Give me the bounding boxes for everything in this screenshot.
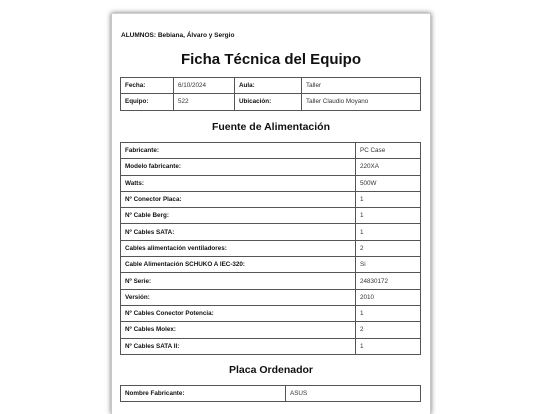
table-row xyxy=(121,78,421,94)
row-value: 1 xyxy=(356,305,421,321)
table-row xyxy=(121,175,421,191)
table-row xyxy=(121,289,421,305)
row-value: 24830172 xyxy=(356,273,421,289)
page-title: Ficha Técnica del Equipo xyxy=(180,51,362,68)
document-page xyxy=(111,13,431,414)
row-label: Nº Conector Placa: xyxy=(121,191,356,207)
row-value: 1 xyxy=(356,338,421,354)
fecha-value: 6/10/2024 xyxy=(174,78,235,94)
table-row xyxy=(121,143,421,159)
equipo-value: 522 xyxy=(174,94,235,110)
info-table xyxy=(120,77,421,111)
row-label: Nombre Fabricante: xyxy=(121,386,286,402)
row-value: 2010 xyxy=(356,289,421,305)
table-row xyxy=(121,94,421,110)
table-row xyxy=(121,208,421,224)
table-row xyxy=(121,257,421,273)
students-line: ALUMNOS: Bebiana, Álvaro y Sergio xyxy=(121,32,235,39)
row-label: Modelo fabricante: xyxy=(121,159,356,175)
ubicacion-label: Ubicación: xyxy=(235,94,302,110)
row-label: Nº Cables Molex: xyxy=(121,322,356,338)
row-value: 220XA xyxy=(356,159,421,175)
row-value: Si xyxy=(356,257,421,273)
row-value: 500W xyxy=(356,175,421,191)
table-row xyxy=(121,322,421,338)
motherboard-section-title: Placa Ordenador xyxy=(228,364,314,376)
row-value: 2 xyxy=(356,240,421,256)
row-label: Fabricante: xyxy=(121,143,356,159)
row-label: Nº Cable Berg: xyxy=(121,208,356,224)
equipo-label: Equipo: xyxy=(121,94,174,110)
row-value: 1 xyxy=(356,191,421,207)
row-label: Nº Serie: xyxy=(121,273,356,289)
psu-section-title: Fuente de Alimentación xyxy=(211,121,331,133)
aula-value: Taller xyxy=(302,78,421,94)
table-row xyxy=(121,240,421,256)
table-row xyxy=(121,224,421,240)
row-value: ASUS xyxy=(286,386,421,402)
table-row xyxy=(121,191,421,207)
table-row xyxy=(121,386,421,402)
table-row xyxy=(121,159,421,175)
table-row xyxy=(121,338,421,354)
row-label: Nº Cables SATA II: xyxy=(121,338,356,354)
motherboard-table xyxy=(120,385,421,402)
row-value: 1 xyxy=(356,224,421,240)
row-value: 1 xyxy=(356,208,421,224)
table-row xyxy=(121,305,421,321)
fecha-label: Fecha: xyxy=(121,78,174,94)
psu-table xyxy=(120,142,421,355)
table-row xyxy=(121,273,421,289)
ubicacion-value: Taller Claudio Moyano xyxy=(302,94,421,110)
row-label: Cables alimentación ventiladores: xyxy=(121,240,356,256)
row-label: Watts: xyxy=(121,175,356,191)
row-label: Versión: xyxy=(121,289,356,305)
row-label: Nº Cables SATA: xyxy=(121,224,356,240)
row-label: Cable Alimentación SCHUKO A IEC-320: xyxy=(121,257,356,273)
aula-label: Aula: xyxy=(235,78,302,94)
row-value: PC Case xyxy=(356,143,421,159)
row-label: Nº Cables Conector Potencia: xyxy=(121,305,356,321)
row-value: 2 xyxy=(356,322,421,338)
